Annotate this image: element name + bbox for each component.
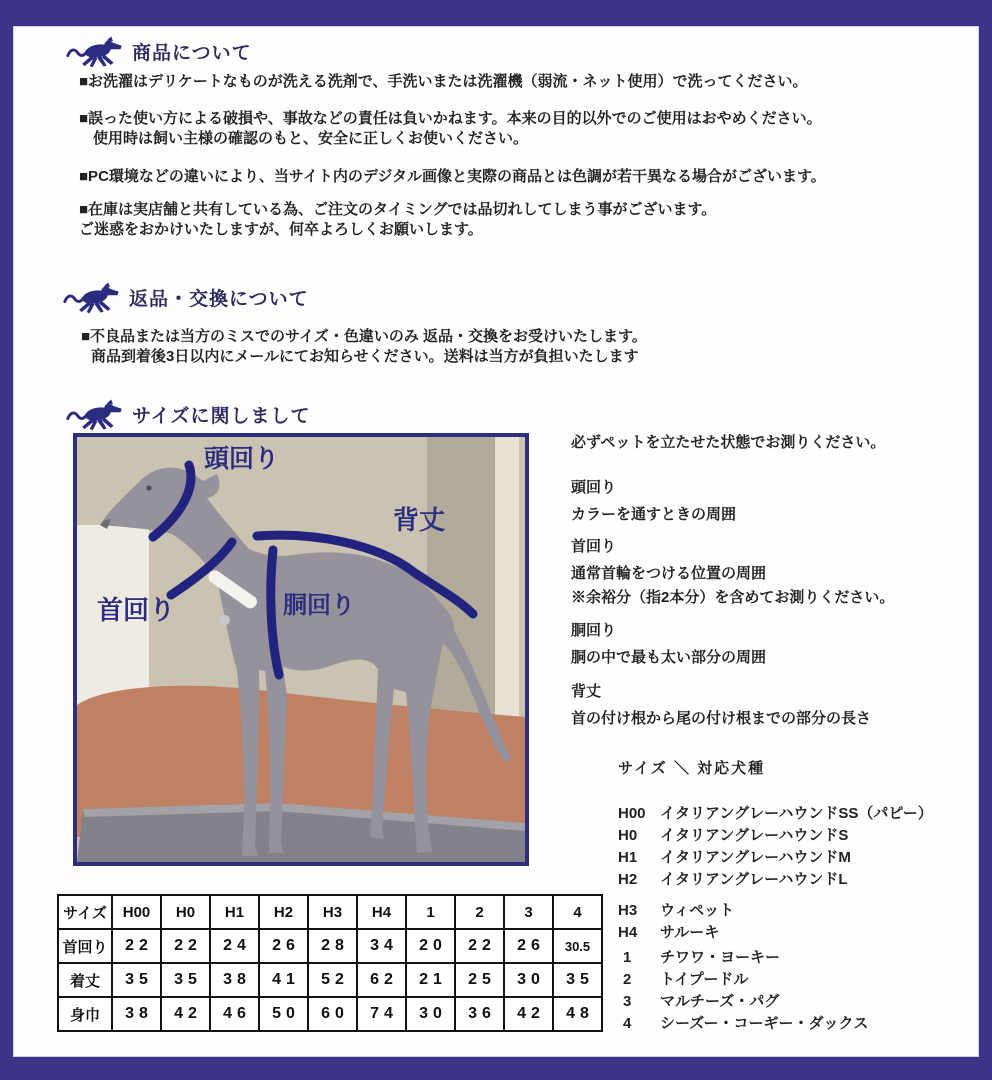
bullet-line: 商品到着後3日以内にメールにてお知らせください。送料は当方が負担いたします [91,348,639,365]
returns-section-header [63,277,309,317]
measure-term: 頭回り [571,479,617,496]
measure-desc: 首の付け根から尾の付け根までの部分の長さ [571,710,872,727]
cell: 20 [406,929,455,963]
measure-desc: 胴の中で最も太い部分の周囲 [571,649,767,666]
photo-label-neck: 首回り [97,595,176,625]
breed-code: H2 [618,871,638,888]
size-col-header: 2 [455,895,504,929]
cell: 26 [259,929,308,963]
product-bullet-4 [79,200,716,240]
breed-row [623,947,868,969]
bullet-line: ご迷惑をおかけいたしますが、何卒よろしくお願いします。 [79,221,483,238]
cell: 46 [210,997,259,1031]
greyhound-logo-icon [63,277,121,317]
measure-desc: ※余裕分（指2本分）を含めてお測りください。 [571,589,895,606]
cell: 52 [308,963,357,997]
row-label: 首回り [58,929,112,963]
size-table-corner: サイズ [58,895,112,929]
breed-name: サルーキ [660,924,720,941]
breed-code: H3 [618,902,638,919]
measuring-note: 必ずペットを立たせた状態でお測りください。 [571,434,886,451]
cell: 60 [308,997,357,1031]
breed-row [618,900,734,922]
row-label: 着丈 [58,963,112,997]
size-col-header: 1 [406,895,455,929]
size-col-header: H1 [210,895,259,929]
bullet-line: ■在庫は実店舗と共有している為、ご注文のタイミングでは品切れしてしまう事がございます。 [79,201,717,218]
breeds-group-sighthound [618,900,734,944]
breed-row [618,803,933,825]
photo-wall-strip [495,437,519,732]
bullet-line: ■お洗濯はデリケートなものが洗える洗剤で、手洗いまたは洗濯機（弱流・ネット使用）で洗ってください。 [79,73,808,90]
cell: 35 [161,963,210,997]
breed-row [618,825,933,847]
cell: 42 [504,997,553,1031]
cell: 62 [357,963,406,997]
breed-row [623,1013,868,1035]
cell: 24 [210,929,259,963]
product-bullet-3 [79,167,826,187]
breed-name: イタリアングレーハウンドS [660,827,849,844]
cell: 30.5 [553,929,602,963]
size-table-row-width [58,997,602,1031]
cell: 41 [259,963,308,997]
cell: 22 [161,929,210,963]
measure-back [571,680,871,728]
cell: 38 [210,963,259,997]
cell: 26 [504,929,553,963]
photo-label-back: 背丈 [393,505,446,535]
dog-measurement-photo [73,433,529,866]
cell: 25 [455,963,504,997]
breed-code: H0 [618,827,638,844]
size-table-row-length [58,963,602,997]
cell: 34 [357,929,406,963]
measure-desc: カラーを通すときの周囲 [571,506,737,523]
cell: 30 [406,997,455,1031]
cell: 22 [455,929,504,963]
section-title-returns: 返品・交換について [129,288,309,310]
bullet-line: ■PC環境などの違いにより、当サイト内のデジタル画像と実際の商品とは色調が若干異なる場合がございます。 [79,168,826,185]
size-col-header: H00 [112,895,161,929]
measure-girth [571,619,766,667]
cell: 21 [406,963,455,997]
measure-term: 胴回り [571,622,617,639]
section-title-product: 商品について [132,42,252,64]
breed-name: ウィペット [660,902,735,919]
photo-pillar [427,437,495,727]
dog-eye [146,485,151,490]
cell: 35 [553,963,602,997]
cell: 74 [357,997,406,1031]
breed-code: 1 [623,949,632,966]
product-section-header [66,31,252,71]
bullet-line: ■不良品または当方のミスでのサイズ・色違いのみ 返品・交換をお受けいたします。 [81,328,647,345]
size-col-header: H2 [259,895,308,929]
row-label: 身巾 [58,997,112,1031]
measure-term: 首回り [571,538,617,555]
photo-label-girth: 胴回り [283,592,355,619]
size-col-header: 4 [553,895,602,929]
sizing-section-header [66,394,310,434]
cell: 48 [553,997,602,1031]
size-table-header-row [58,895,602,929]
size-col-header: H0 [161,895,210,929]
breed-row [623,969,868,991]
size-table-row-neck [58,929,602,963]
breeds-group-hound [618,803,933,891]
dog-photo-illustration [77,437,525,862]
measure-term: 背丈 [571,683,602,700]
breed-code: H00 [618,805,646,822]
breeds-header: サイズ ＼ 対応犬種 [618,760,766,777]
size-col-header: 3 [504,895,553,929]
bullet-line: ■誤った使い方による破損や、事故などの責任は負いかねます。本来の目的以外でのご使用はおやめください。 [79,110,822,127]
breed-code: 4 [623,1015,632,1032]
breed-name: イタリアングレーハウンドM [660,849,851,866]
breed-code: H1 [618,849,638,866]
cell: 30 [504,963,553,997]
content-panel [13,26,979,1057]
cell: 35 [112,963,161,997]
photo-label-head: 頭回り [204,445,280,473]
breed-code: 2 [623,971,632,988]
size-table [57,894,603,1032]
breed-row [618,847,933,869]
cell: 22 [112,929,161,963]
measure-desc: 通常首輪をつける位置の周囲 [571,565,767,582]
breed-code: H4 [618,924,638,941]
product-bullet-1 [79,72,807,92]
collar-tag [220,615,230,625]
breed-code: 3 [623,993,632,1010]
breed-name: マルチーズ・パグ [660,993,780,1010]
breed-name: イタリアングレーハウンドSS（パピー） [660,805,933,822]
size-col-header: H4 [357,895,406,929]
section-title-sizing: サイズに関しまして [132,405,311,427]
cell: 42 [161,997,210,1031]
cell: 50 [259,997,308,1031]
product-bullet-2 [79,109,822,149]
breeds-group-small [623,947,868,1035]
cell: 28 [308,929,357,963]
bullet-line: 使用時は飼い主様の確認のもと、安全に正しくお使いください。 [93,130,529,147]
size-col-header: H3 [308,895,357,929]
cell: 36 [455,997,504,1031]
breed-name: シーズー・コーギー・ダックス [660,1015,869,1032]
breed-row [618,869,933,891]
cell: 38 [112,997,161,1031]
returns-bullet-1 [81,327,647,367]
breed-row [618,922,734,944]
breed-name: イタリアングレーハウンドL [660,871,848,888]
breed-row [623,991,868,1013]
measure-head [571,476,736,524]
breed-name: トイプードル [660,971,749,988]
greyhound-logo-icon [66,394,124,434]
measure-neck [571,535,894,607]
breed-name: チワワ・ヨーキー [660,949,781,966]
greyhound-logo-icon [66,31,124,71]
